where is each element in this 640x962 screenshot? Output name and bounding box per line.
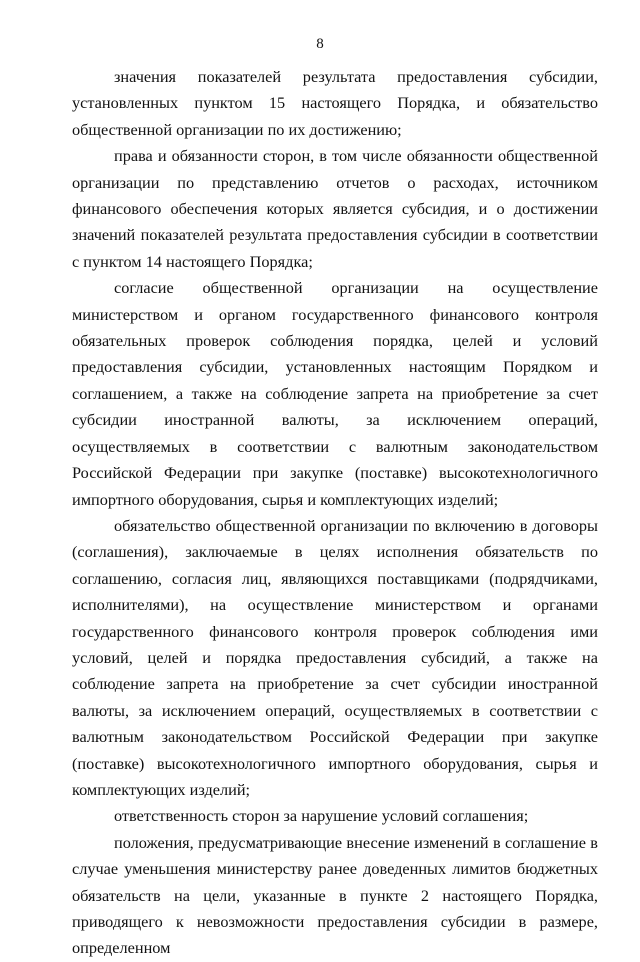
paragraph-indicator-values: значения показателей результата предоставления субсидии, установленных пунктом 15 настоящего Порядка, и обязательство общественной организации по их достижению; — [72, 67, 598, 139]
page-number: 8 — [316, 36, 324, 52]
paragraph-rights-obligations: права и обязанности сторон, в том числе обязанности общественной организации по представлению отчетов о расходах, источником финансового обеспечения которых является субсидия, и о достижении значений показателей результата предоставления субсидии в соответствии с пунктом 14 настоящего Порядка; — [72, 146, 598, 271]
paragraph-liability: ответственность сторон за нарушение условий соглашения; — [114, 806, 529, 826]
paragraph-contract-obligation: обязательство общественной организации по включению в договоры (соглашения), заключаемые в целях исполнения обязательств по соглашению, согласия лиц, являющихся поставщиками (подрядчиками, исполнителями), на осуществление министерством и органами государственного финансового контроля проверок соблюдения ими условий, целей и порядка предоставления субсидий, а также на соблюдение запрета на приобретение за счет субсидии иностранной валюты, за исключением операций, осуществляемых в соответствии с валютным законодательством Российской Федерации при закупке (поставке) высокотехнологичного импортного оборудования, сырья и комплектующих изделий; — [72, 515, 598, 799]
document-body — [72, 64, 598, 962]
paragraph-amendments: положения, предусматривающие внесение изменений в соглашение в случае уменьшения министерству ранее доведенных лимитов бюджетных обязательств на цели, указанные в пункте 2 настоящего Порядка, приводящего к невозможности предоставления субсидии в размере, определенном — [72, 832, 598, 958]
paragraph-consent-inspections: согласие общественной организации на осуществление министерством и органом государственного финансового контроля обязательных проверок соблюдения порядка, целей и условий предоставления субсидии, установленных настоящим Порядком и соглашением, а также на соблюдение запрета на приобретение за счет субсидии иностранной валюты, за исключением операций, осуществляемых в соответствии с валютным законодательством Российской Федерации при закупке (поставке) высокотехнологичного импортного оборудования, сырья и комплектующих изделий; — [72, 278, 598, 509]
